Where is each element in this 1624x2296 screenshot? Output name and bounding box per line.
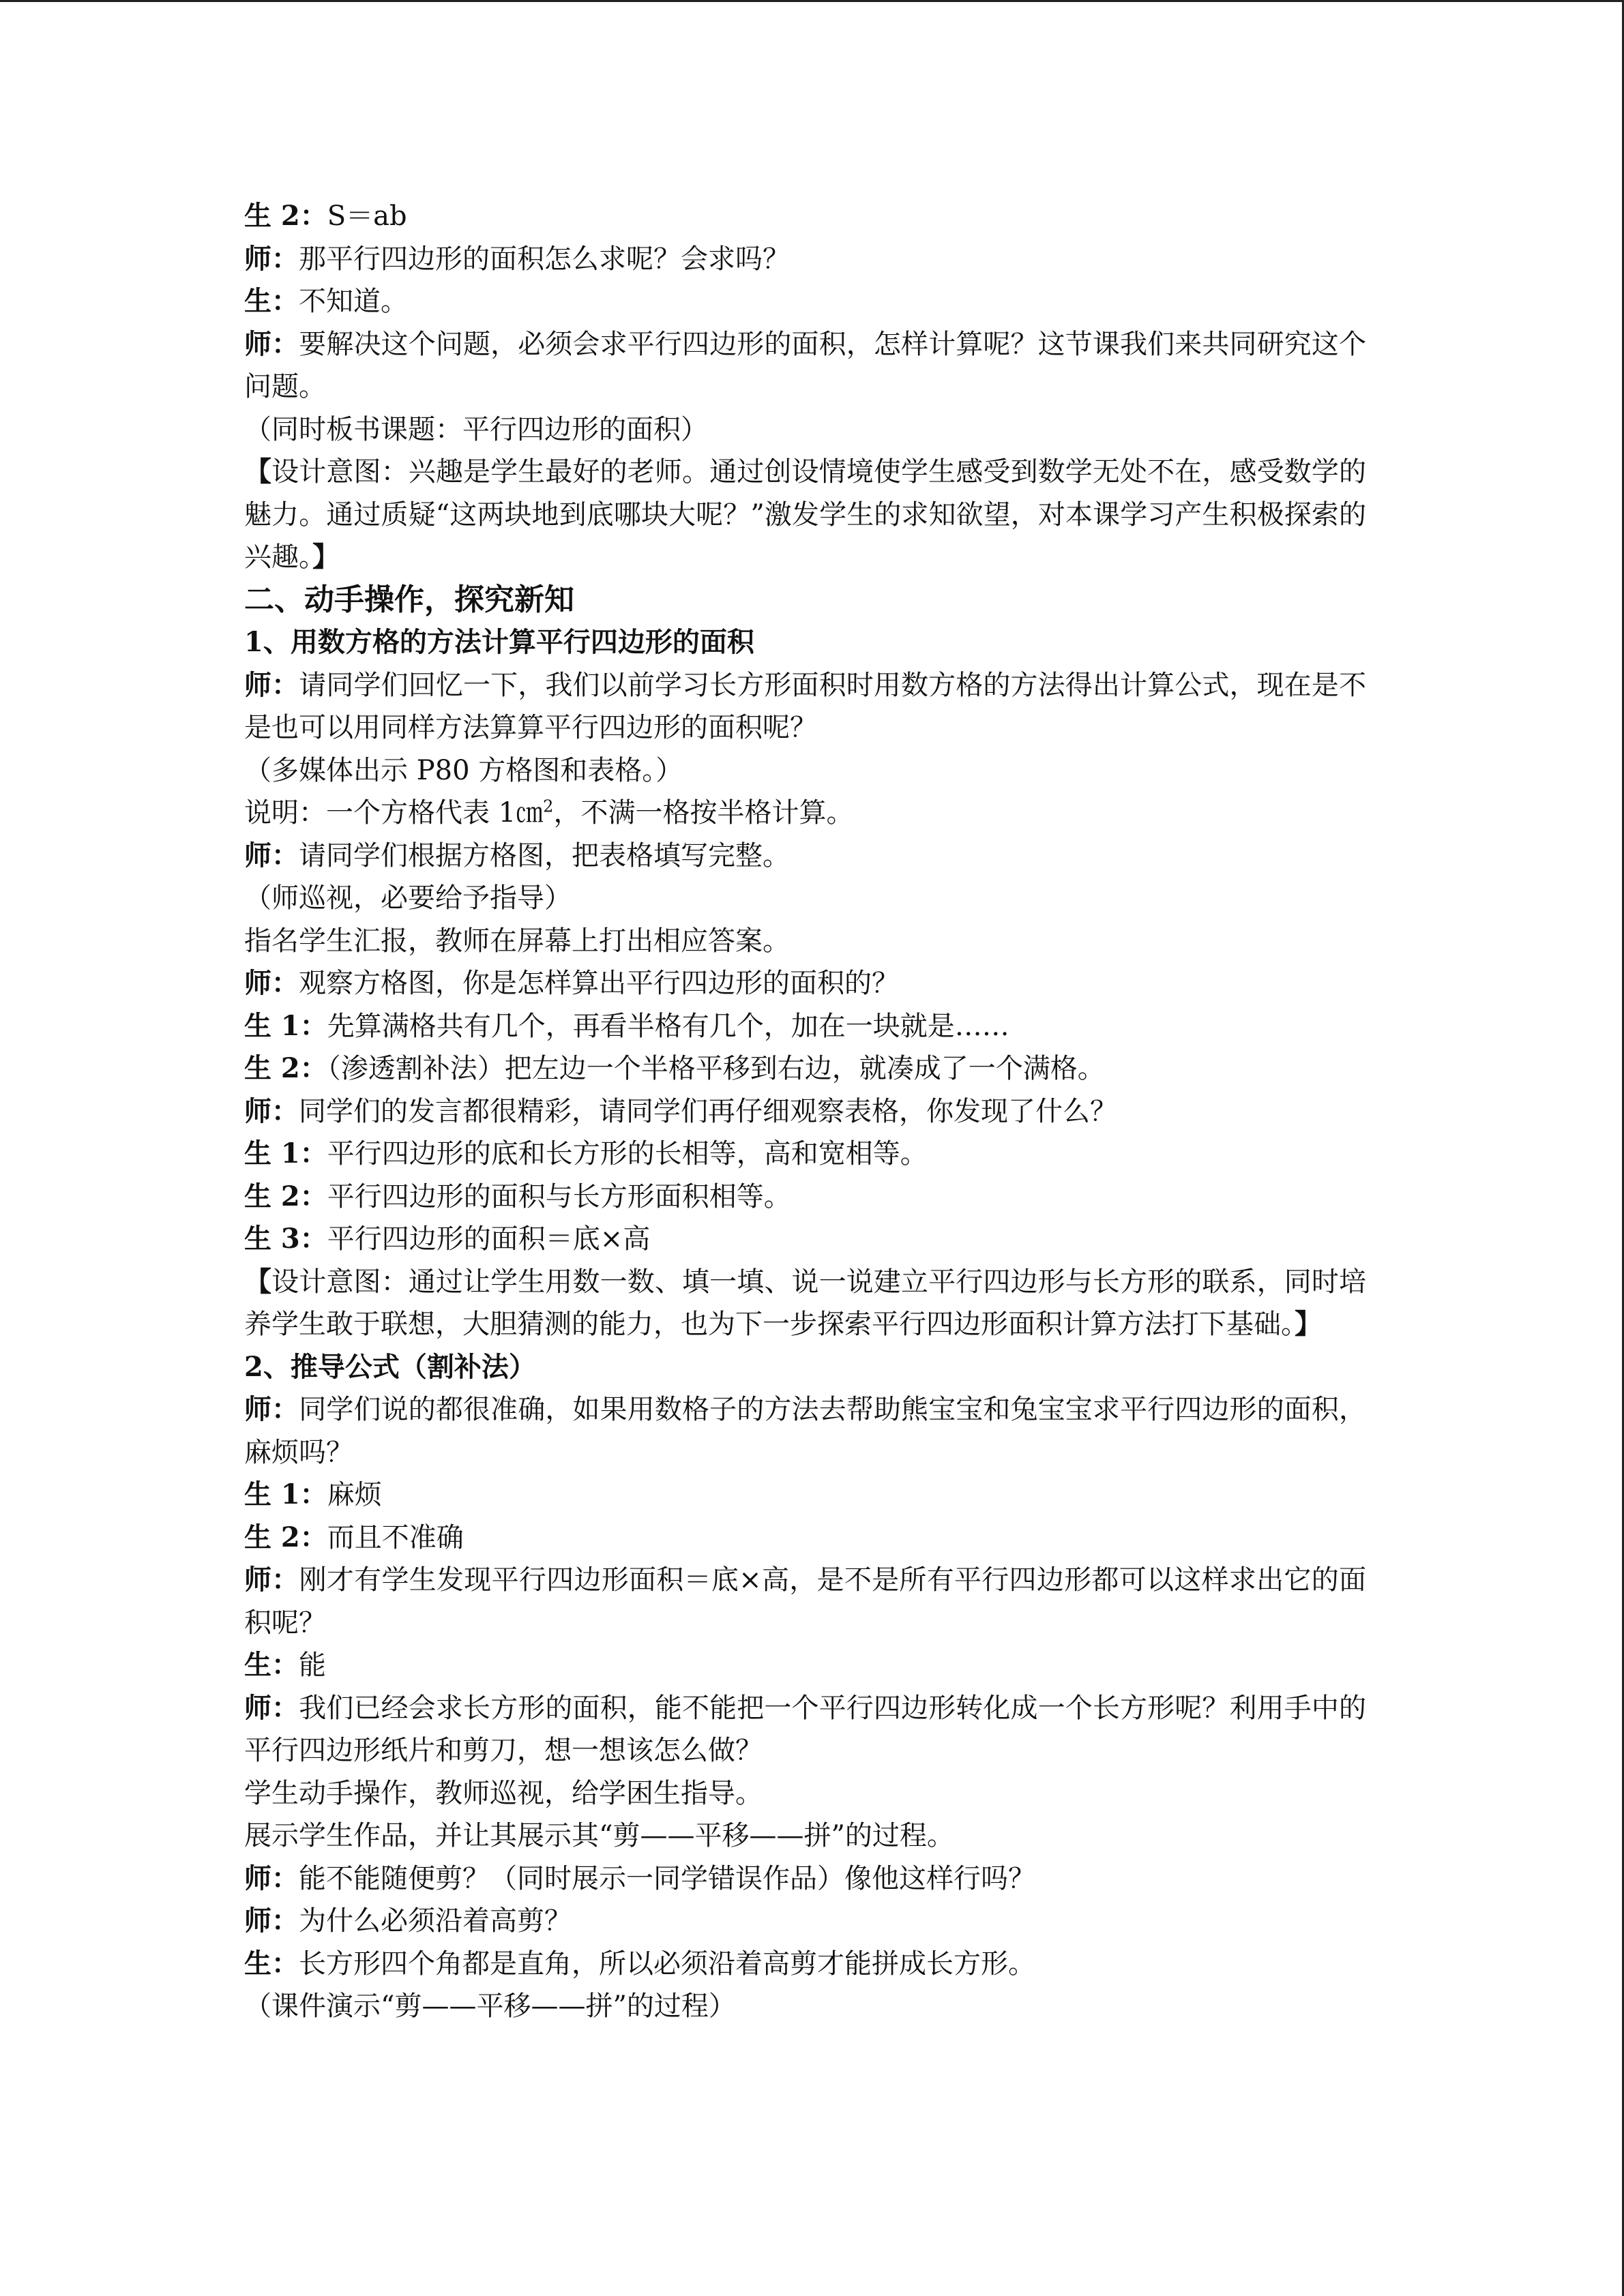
- dialogue-text: 能: [299, 1650, 326, 1681]
- dialogue-line: [244, 1176, 1366, 1219]
- open-bracket: 【: [244, 1265, 272, 1298]
- dialogue-text: S＝ab: [327, 200, 407, 232]
- note-line: [244, 408, 1366, 451]
- speaker-label: 生 3：: [244, 1223, 327, 1255]
- speaker-label: 师：: [244, 668, 299, 701]
- dialogue-line: [244, 1218, 1366, 1261]
- note-line: [244, 749, 1366, 792]
- dialogue-text: 平行四边形的底和长方形的长相等，高和宽相等。: [327, 1138, 928, 1169]
- note-text: （多媒体出示 P80 方格图和表格。）: [244, 754, 683, 786]
- note-line: [244, 920, 1366, 963]
- note-text: 指名学生汇报，教师在屏幕上打出相应答案。: [244, 925, 790, 957]
- dialogue-text: 同学们说的都很准确，如果用数格子的方法去帮助熊宝宝和兔宝宝求平行四边形的面积，麻烦吗？: [244, 1394, 1366, 1468]
- open-bracket: 【: [244, 456, 272, 488]
- dialogue-paragraph: [244, 1559, 1366, 1644]
- dialogue-line: [244, 1900, 1366, 1943]
- dialogue-line: [244, 1133, 1366, 1176]
- subsection-heading: 1、用数方格的方法计算平行四边形的面积: [244, 626, 754, 658]
- speaker-label: 师：: [244, 839, 299, 871]
- dialogue-line: [244, 962, 1366, 1005]
- dialogue-line: [244, 1090, 1366, 1133]
- dialogue-line: [244, 1943, 1366, 1986]
- speaker-label: 师：: [244, 967, 299, 999]
- dialogue-paragraph: [244, 1388, 1366, 1474]
- dialogue-text: 请同学们根据方格图，把表格填写完整。: [299, 839, 790, 871]
- speaker-label: 生：: [244, 1649, 299, 1681]
- explanation-line: [244, 792, 1366, 835]
- dialogue-text: 长方形四个角都是直角，所以必须沿着高剪才能拼成长方形。: [299, 1948, 1035, 1980]
- dialogue-text: 而且不准确: [327, 1521, 464, 1553]
- document-page: [244, 195, 1366, 2028]
- section-heading: 二、动手操作，探究新知: [244, 582, 574, 617]
- note-line: [244, 1772, 1366, 1815]
- dialogue-paragraph: [244, 323, 1366, 408]
- dialogue-text: 刚才有学生发现平行四边形面积＝底×高，是不是所有平行四边形都可以这样求出它的面积呢？: [244, 1564, 1366, 1639]
- dialogue-line: [244, 1517, 1366, 1560]
- dialogue-text: 那平行四边形的面积怎么求呢？会求吗？: [299, 243, 790, 275]
- top-border: [0, 0, 1624, 2]
- note-text: （师巡视，必要给予指导）: [244, 882, 572, 914]
- dialogue-line: [244, 238, 1366, 281]
- note-line: [244, 1815, 1366, 1858]
- dialogue-paragraph: [244, 664, 1366, 749]
- note-line: [244, 1985, 1366, 2028]
- speaker-label: 师：: [244, 242, 299, 275]
- speaker-label: 生 1：: [244, 1009, 327, 1042]
- speaker-label: 生 2：: [244, 1052, 327, 1084]
- note-text: （课件演示“剪——平移——拼”的过程）: [244, 1991, 736, 2022]
- design-intent-paragraph: [244, 451, 1366, 579]
- speaker-label: 师：: [244, 1905, 299, 1937]
- note-text: 学生动手操作，教师巡视，给学困生指导。: [244, 1777, 763, 1809]
- dialogue-paragraph: [244, 1687, 1366, 1772]
- speaker-label: 生 2：: [244, 200, 327, 232]
- superscript: 2: [543, 796, 554, 816]
- dialogue-text: 同学们的发言都很精彩，请同学们再仔细观察表格，你发现了什么？: [299, 1095, 1117, 1127]
- dialogue-text: （渗透割补法）把左边一个半格平移到右边，就凑成了一个满格。: [327, 1053, 1105, 1084]
- speaker-label: 生 2：: [244, 1180, 327, 1212]
- dialogue-text: 要解决这个问题，必须会求平行四边形的面积，怎样计算呢？这节课我们来共同研究这个问题。: [244, 328, 1366, 402]
- dialogue-text: 平行四边形的面积＝底×高: [327, 1223, 651, 1255]
- dialogue-text: 不知道。: [299, 286, 408, 317]
- speaker-label: 生：: [244, 1947, 299, 1980]
- close-bracket: 】: [1295, 1308, 1322, 1340]
- speaker-label: 生：: [244, 285, 299, 317]
- dialogue-text: 观察方格图，你是怎样算出平行四边形的面积的？: [299, 968, 899, 999]
- dialogue-text: 请同学们回忆一下，我们以前学习长方形面积时用数方格的方法得出计算公式，现在是不是也可以用同样方法算算平行四边形的面积呢？: [244, 669, 1366, 743]
- design-intent-text: 设计意图：兴趣是学生最好的老师。通过创设情境使学生感受到数学无处不在，感受数学的魅力。通过质疑“这两块地到底哪块大呢？”激发学生的求知欲望，对本课学习产生积极探索的兴趣。: [244, 456, 1366, 573]
- dialogue-line: [244, 1858, 1366, 1900]
- dialogue-text: 先算满格共有几个，再看半格有几个，加在一块就是……: [327, 1010, 1009, 1042]
- dialogue-line: [244, 835, 1366, 878]
- speaker-label: 师：: [244, 1393, 299, 1425]
- dialogue-line: [244, 1474, 1366, 1517]
- dialogue-line: [244, 195, 1366, 238]
- speaker-label: 师：: [244, 327, 299, 360]
- dialogue-line: [244, 1005, 1366, 1048]
- design-intent-text: 设计意图：通过让学生用数一数、填一填、说一说建立平行四边形与长方形的联系，同时培养学生敢于联想，大胆猜测的能力，也为下一步探索平行四边形面积计算方法打下基础。: [244, 1266, 1366, 1340]
- close-bracket: 】: [312, 541, 340, 573]
- note-text: 展示学生作品，并让其展示其“剪——平移——拼”的过程。: [244, 1820, 954, 1851]
- dialogue-text: 为什么必须沿着高剪？: [299, 1905, 572, 1937]
- design-intent-paragraph: [244, 1261, 1366, 1346]
- dialogue-text: 平行四边形的面积与长方形面积相等。: [327, 1180, 791, 1212]
- subsection-heading: 2、推导公式（割补法）: [244, 1350, 536, 1383]
- speaker-label: 师：: [244, 1094, 299, 1127]
- explanation-text-rest: ，不满一格按半格计算。: [553, 797, 854, 829]
- dialogue-text: 能不能随便剪？（同时展示一同学错误作品）像他这样行吗？: [299, 1862, 1035, 1894]
- speaker-label: 师：: [244, 1862, 299, 1894]
- dialogue-text: 我们已经会求长方形的面积，能不能把一个平行四边形转化成一个长方形呢？利用手中的平行四边形纸片和剪刀，想一想该怎么做？: [244, 1692, 1366, 1766]
- speaker-label: 生 1：: [244, 1478, 327, 1510]
- dialogue-text: 麻烦: [327, 1479, 382, 1510]
- dialogue-line: [244, 1047, 1366, 1090]
- dialogue-line: [244, 280, 1366, 323]
- speaker-label: 师：: [244, 1564, 299, 1596]
- note-line: [244, 877, 1366, 920]
- explanation-text: 说明：一个方格代表 1㎝: [244, 797, 544, 829]
- speaker-label: 生 1：: [244, 1137, 327, 1169]
- speaker-label: 生 2：: [244, 1521, 327, 1553]
- note-text: （同时板书课题：平行四边形的面积）: [244, 413, 708, 445]
- speaker-label: 师：: [244, 1691, 299, 1724]
- dialogue-line: [244, 1644, 1366, 1687]
